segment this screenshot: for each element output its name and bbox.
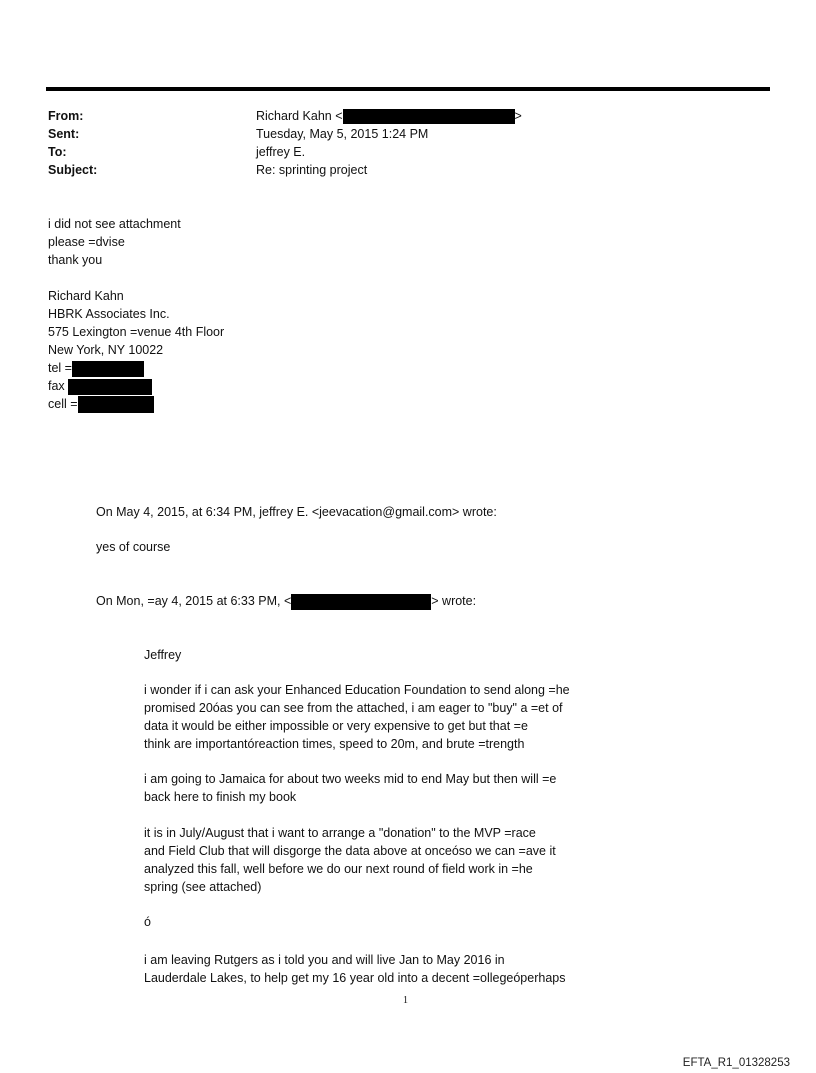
- cell-label: cell =: [48, 397, 78, 411]
- quote2-paragraph-2: [144, 770, 556, 806]
- quote1-text: yes of course: [96, 540, 171, 554]
- quote2-separator: ó: [144, 915, 151, 929]
- signature-company: HBRK Associates Inc.: [48, 307, 170, 321]
- signature-fax: [48, 377, 224, 395]
- quote2-paragraph-3: [144, 824, 556, 896]
- signature: [48, 287, 224, 413]
- redaction-box: [72, 361, 144, 377]
- quote2-intro: [96, 592, 476, 610]
- signature-name: Richard Kahn: [48, 289, 124, 303]
- to-label: To:: [48, 145, 67, 159]
- paragraph-line: i am leaving Rutgers as i told you and will live Jan to May 2016 in: [144, 953, 505, 967]
- tel-label: tel =: [48, 361, 72, 375]
- paragraph-line: back here to finish my book: [144, 790, 297, 804]
- redaction-box: [78, 396, 154, 413]
- paragraph-line: data it would be either impossible or very expensive to get but that =e: [144, 719, 528, 733]
- body-line: i did not see attachment: [48, 217, 181, 231]
- subject-value: Re: sprinting project: [256, 163, 368, 177]
- header-rule: [46, 87, 770, 91]
- signature-address-2: New York, NY 10022: [48, 343, 164, 357]
- redaction-box: [68, 379, 152, 395]
- paragraph-line: promised 20óas you can see from the attached, i am eager to "buy" a =et of: [144, 701, 563, 715]
- page-number: 1: [403, 995, 408, 1006]
- signature-cell: [48, 395, 224, 413]
- paragraph-line: i am going to Jamaica for about two weeks mid to end May but then will =e: [144, 772, 557, 786]
- paragraph-line: analyzed this fall, well before we do our next round of field work in =he: [144, 862, 533, 876]
- redaction-box: [343, 109, 515, 124]
- signature-tel: [48, 359, 224, 377]
- paragraph-line: and Field Club that will disgorge the data above at onceóso we can =ave it: [144, 844, 556, 858]
- quote2-intro-suffix: > wrote:: [431, 594, 477, 608]
- from-name-suffix: >: [514, 109, 522, 123]
- paragraph-line: i wonder if i can ask your Enhanced Education Foundation to send along =he: [144, 683, 570, 697]
- to-value: jeffrey E.: [256, 145, 306, 159]
- paragraph-line: it is in July/August that i want to arrange a "donation" to the MVP =race: [144, 826, 536, 840]
- paragraph-line: think are importantóreaction times, speed to 20m, and brute =trength: [144, 737, 525, 751]
- subject-label: Subject:: [48, 163, 98, 177]
- fax-label: fax: [48, 379, 65, 393]
- quote2-paragraph-4: [144, 951, 565, 987]
- redaction-box: [291, 594, 431, 610]
- paragraph-line: Lauderdale Lakes, to help get my 16 year old into a decent =ollegeóperhaps: [144, 971, 566, 985]
- paragraph-line: spring (see attached): [144, 880, 262, 894]
- sent-label: Sent:: [48, 127, 80, 141]
- from-name: Richard Kahn <: [256, 109, 343, 123]
- signature-address-1: 575 Lexington =venue 4th Floor: [48, 325, 225, 339]
- document-id: EFTA_R1_01328253: [682, 1057, 790, 1069]
- quote2-paragraph-1: [144, 681, 570, 753]
- from-value: [256, 107, 522, 125]
- quote2-intro-prefix: On Mon, =ay 4, 2015 at 6:33 PM, <: [96, 594, 292, 608]
- body-line: thank you: [48, 253, 103, 267]
- from-label: From:: [48, 109, 84, 123]
- body-line: please =dvise: [48, 235, 125, 249]
- quote1-intro: On May 4, 2015, at 6:34 PM, jeffrey E. <jeevacation@gmail.com> wrote:: [96, 505, 497, 519]
- quote2-greeting: Jeffrey: [144, 648, 182, 662]
- sent-value: Tuesday, May 5, 2015 1:24 PM: [256, 127, 429, 141]
- message-body: [48, 215, 181, 269]
